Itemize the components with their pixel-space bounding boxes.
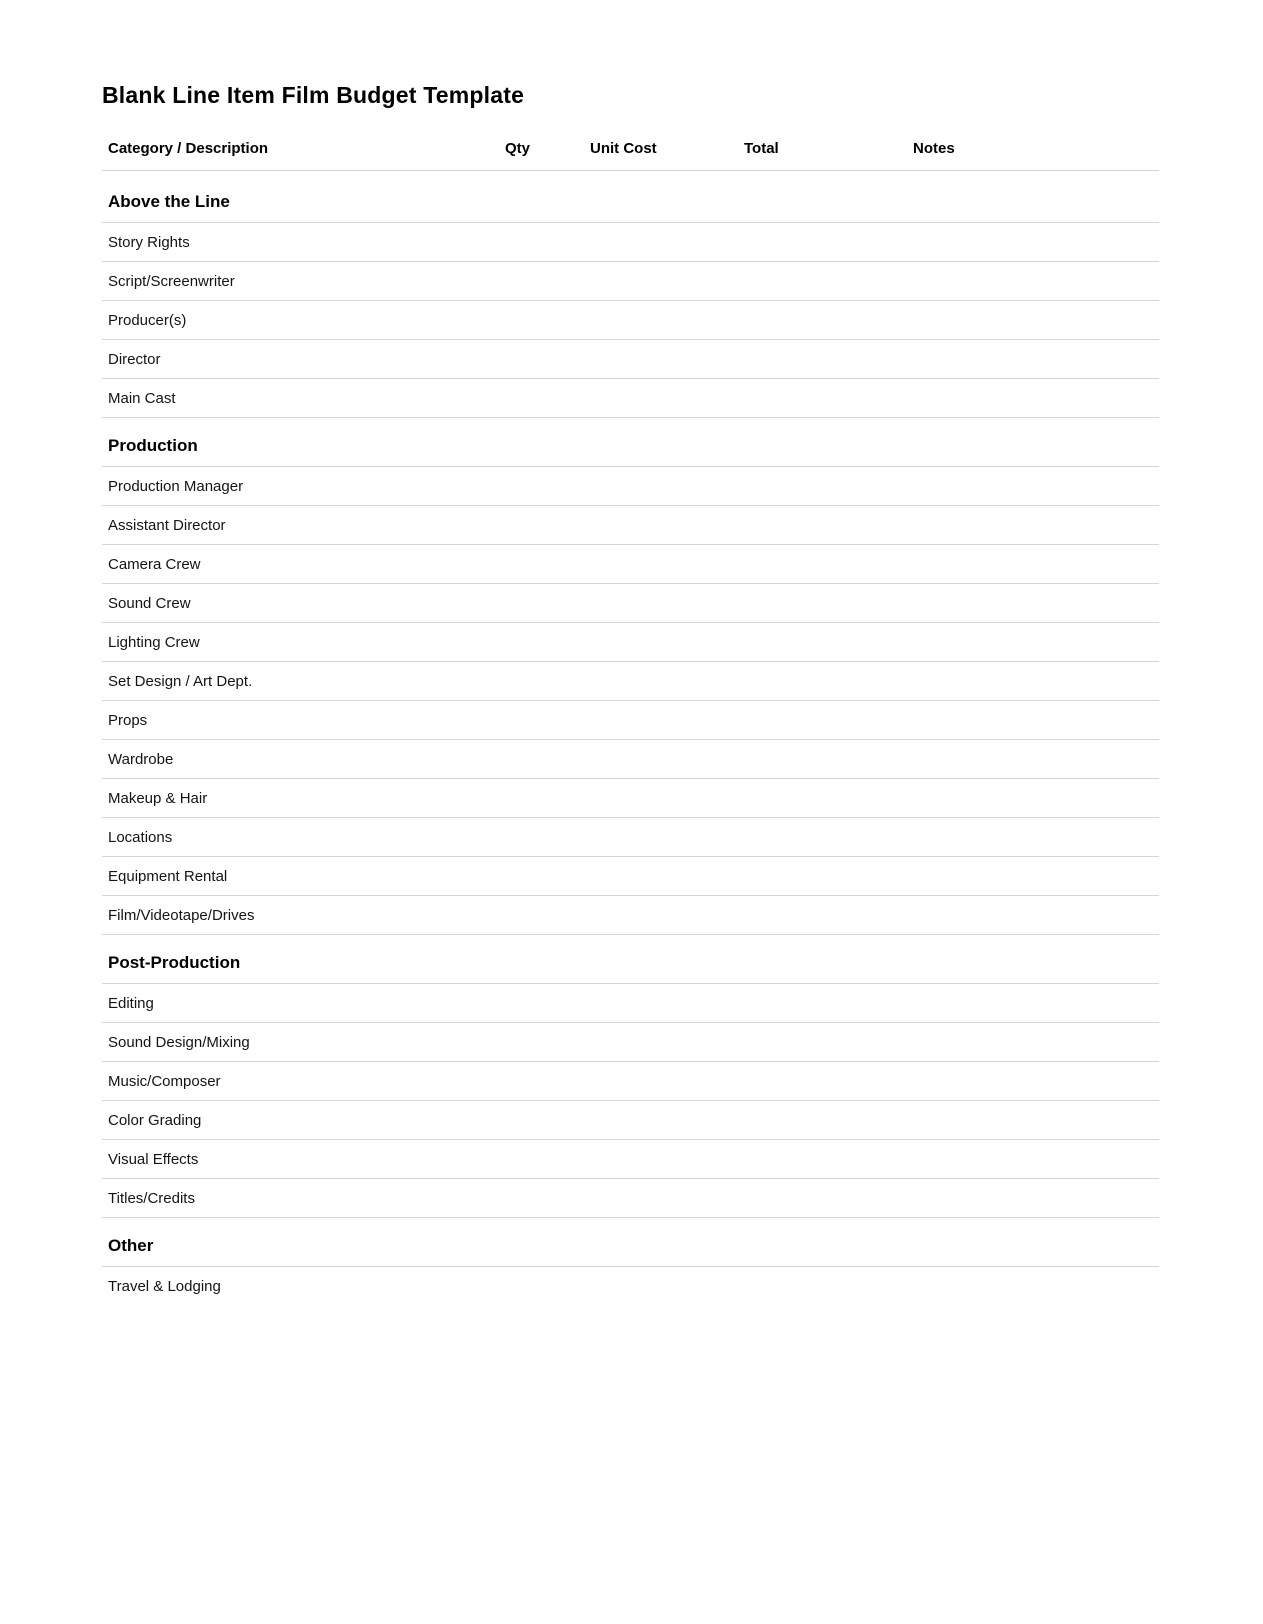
qty-cell	[505, 340, 590, 378]
qty-cell	[505, 467, 590, 505]
table-row	[102, 1140, 1159, 1179]
table-header-row	[102, 107, 1159, 171]
notes-cell	[913, 1062, 1159, 1100]
table-row	[102, 857, 1159, 896]
unit-cost-cell	[590, 818, 744, 856]
unit-cost-cell	[590, 467, 744, 505]
unit-cost-cell	[590, 857, 744, 895]
qty-cell	[505, 262, 590, 300]
item-description-cell: Producer(s)	[108, 311, 187, 329]
unit-cost-cell	[590, 223, 744, 261]
qty-cell	[505, 662, 590, 700]
qty-cell	[505, 701, 590, 739]
table-row	[102, 1062, 1159, 1101]
table-row	[102, 896, 1159, 935]
table-row	[102, 379, 1159, 418]
item-description-cell: Set Design / Art Dept.	[108, 672, 253, 690]
item-description-cell: Props	[108, 711, 148, 729]
column-header-notes: Notes	[913, 140, 955, 157]
notes-cell	[913, 301, 1159, 339]
item-description-cell: Locations	[108, 828, 173, 846]
notes-cell	[913, 896, 1159, 934]
unit-cost-cell	[590, 262, 744, 300]
item-description-cell: Equipment Rental	[108, 867, 228, 885]
table-row	[102, 701, 1159, 740]
notes-cell	[913, 1101, 1159, 1139]
qty-cell	[505, 818, 590, 856]
unit-cost-cell	[590, 1179, 744, 1217]
item-description-cell: Script/Screenwriter	[108, 272, 235, 290]
budget-table-body	[102, 171, 1159, 1306]
total-cell	[744, 818, 913, 856]
notes-cell	[913, 623, 1159, 661]
unit-cost-cell	[590, 1140, 744, 1178]
unit-cost-cell	[590, 506, 744, 544]
unit-cost-cell	[590, 1267, 744, 1306]
total-cell	[744, 584, 913, 622]
notes-cell	[913, 1140, 1159, 1178]
column-header-qty: Qty	[505, 140, 531, 157]
unit-cost-cell	[590, 379, 744, 417]
table-row	[102, 262, 1159, 301]
notes-cell	[913, 506, 1159, 544]
unit-cost-cell	[590, 662, 744, 700]
total-cell	[744, 340, 913, 378]
table-row	[102, 506, 1159, 545]
qty-cell	[505, 1140, 590, 1178]
table-row	[102, 584, 1159, 623]
notes-cell	[913, 584, 1159, 622]
item-description-cell: Editing	[108, 994, 154, 1012]
item-description-cell: Story Rights	[108, 233, 190, 251]
total-cell	[744, 740, 913, 778]
total-cell	[744, 1179, 913, 1217]
unit-cost-cell	[590, 1101, 744, 1139]
unit-cost-cell	[590, 340, 744, 378]
total-cell	[744, 896, 913, 934]
column-header-total: Total	[744, 140, 779, 157]
budget-document	[102, 0, 1159, 1306]
unit-cost-cell	[590, 623, 744, 661]
notes-cell	[913, 740, 1159, 778]
qty-cell	[505, 779, 590, 817]
total-cell	[744, 662, 913, 700]
qty-cell	[505, 301, 590, 339]
item-description-cell: Makeup & Hair	[108, 789, 208, 807]
table-row	[102, 818, 1159, 857]
total-cell	[744, 779, 913, 817]
section-title: Production	[108, 436, 198, 455]
total-cell	[744, 701, 913, 739]
table-row	[102, 1023, 1159, 1062]
qty-cell	[505, 506, 590, 544]
qty-cell	[505, 379, 590, 417]
qty-cell	[505, 1179, 590, 1217]
table-row	[102, 223, 1159, 262]
table-row	[102, 1267, 1159, 1306]
table-row	[102, 740, 1159, 779]
unit-cost-cell	[590, 584, 744, 622]
notes-cell	[913, 467, 1159, 505]
notes-cell	[913, 1267, 1159, 1306]
unit-cost-cell	[590, 1062, 744, 1100]
notes-cell	[913, 340, 1159, 378]
total-cell	[744, 301, 913, 339]
qty-cell	[505, 545, 590, 583]
column-header-unit-cost: Unit Cost	[590, 140, 657, 157]
total-cell	[744, 984, 913, 1022]
unit-cost-cell	[590, 740, 744, 778]
notes-cell	[913, 545, 1159, 583]
item-description-cell: Camera Crew	[108, 555, 201, 573]
unit-cost-cell	[590, 896, 744, 934]
table-row	[102, 1179, 1159, 1218]
table-row	[102, 340, 1159, 379]
qty-cell	[505, 223, 590, 261]
item-description-cell: Lighting Crew	[108, 633, 200, 651]
item-description-cell: Titles/Credits	[108, 1189, 195, 1207]
total-cell	[744, 1140, 913, 1178]
total-cell	[744, 467, 913, 505]
table-row	[102, 662, 1159, 701]
table-row	[102, 545, 1159, 584]
qty-cell	[505, 623, 590, 661]
qty-cell	[505, 896, 590, 934]
unit-cost-cell	[590, 301, 744, 339]
item-description-cell: Assistant Director	[108, 516, 226, 534]
unit-cost-cell	[590, 1023, 744, 1061]
total-cell	[744, 1062, 913, 1100]
unit-cost-cell	[590, 701, 744, 739]
notes-cell	[913, 1179, 1159, 1217]
notes-cell	[913, 857, 1159, 895]
total-cell	[744, 506, 913, 544]
total-cell	[744, 379, 913, 417]
item-description-cell: Sound Design/Mixing	[108, 1033, 250, 1051]
table-row	[102, 984, 1159, 1023]
total-cell	[744, 262, 913, 300]
total-cell	[744, 1101, 913, 1139]
table-row	[102, 623, 1159, 662]
table-row	[102, 467, 1159, 506]
section-header-row	[102, 171, 1159, 223]
column-header-category-description: Category / Description	[108, 140, 269, 157]
table-row	[102, 779, 1159, 818]
section-header-row	[102, 935, 1159, 984]
total-cell	[744, 1267, 913, 1306]
notes-cell	[913, 1023, 1159, 1061]
item-description-cell: Wardrobe	[108, 750, 174, 768]
section-title: Other	[108, 1236, 154, 1255]
notes-cell	[913, 701, 1159, 739]
item-description-cell: Color Grading	[108, 1111, 202, 1129]
notes-cell	[913, 818, 1159, 856]
unit-cost-cell	[590, 779, 744, 817]
notes-cell	[913, 779, 1159, 817]
item-description-cell: Music/Composer	[108, 1072, 221, 1090]
item-description-cell: Main Cast	[108, 389, 176, 407]
qty-cell	[505, 1023, 590, 1061]
qty-cell	[505, 1062, 590, 1100]
notes-cell	[913, 379, 1159, 417]
item-description-cell: Production Manager	[108, 477, 244, 495]
total-cell	[744, 623, 913, 661]
item-description-cell: Visual Effects	[108, 1150, 199, 1168]
total-cell	[744, 857, 913, 895]
qty-cell	[505, 740, 590, 778]
section-title: Post-Production	[108, 953, 241, 972]
item-description-cell: Director	[108, 350, 161, 368]
unit-cost-cell	[590, 984, 744, 1022]
section-title: Above the Line	[108, 192, 230, 211]
qty-cell	[505, 1267, 590, 1306]
page-title: Blank Line Item Film Budget Template	[102, 82, 525, 108]
notes-cell	[913, 262, 1159, 300]
item-description-cell: Film/Videotape/Drives	[108, 906, 255, 924]
section-header-row	[102, 1218, 1159, 1267]
item-description-cell: Travel & Lodging	[108, 1278, 221, 1295]
qty-cell	[505, 584, 590, 622]
table-row	[102, 1101, 1159, 1140]
budget-table	[102, 107, 1159, 1306]
qty-cell	[505, 1101, 590, 1139]
total-cell	[744, 1023, 913, 1061]
total-cell	[744, 223, 913, 261]
total-cell	[744, 545, 913, 583]
qty-cell	[505, 984, 590, 1022]
notes-cell	[913, 984, 1159, 1022]
section-header-row	[102, 418, 1159, 467]
notes-cell	[913, 662, 1159, 700]
item-description-cell: Sound Crew	[108, 594, 191, 612]
unit-cost-cell	[590, 545, 744, 583]
table-row	[102, 301, 1159, 340]
notes-cell	[913, 223, 1159, 261]
qty-cell	[505, 857, 590, 895]
